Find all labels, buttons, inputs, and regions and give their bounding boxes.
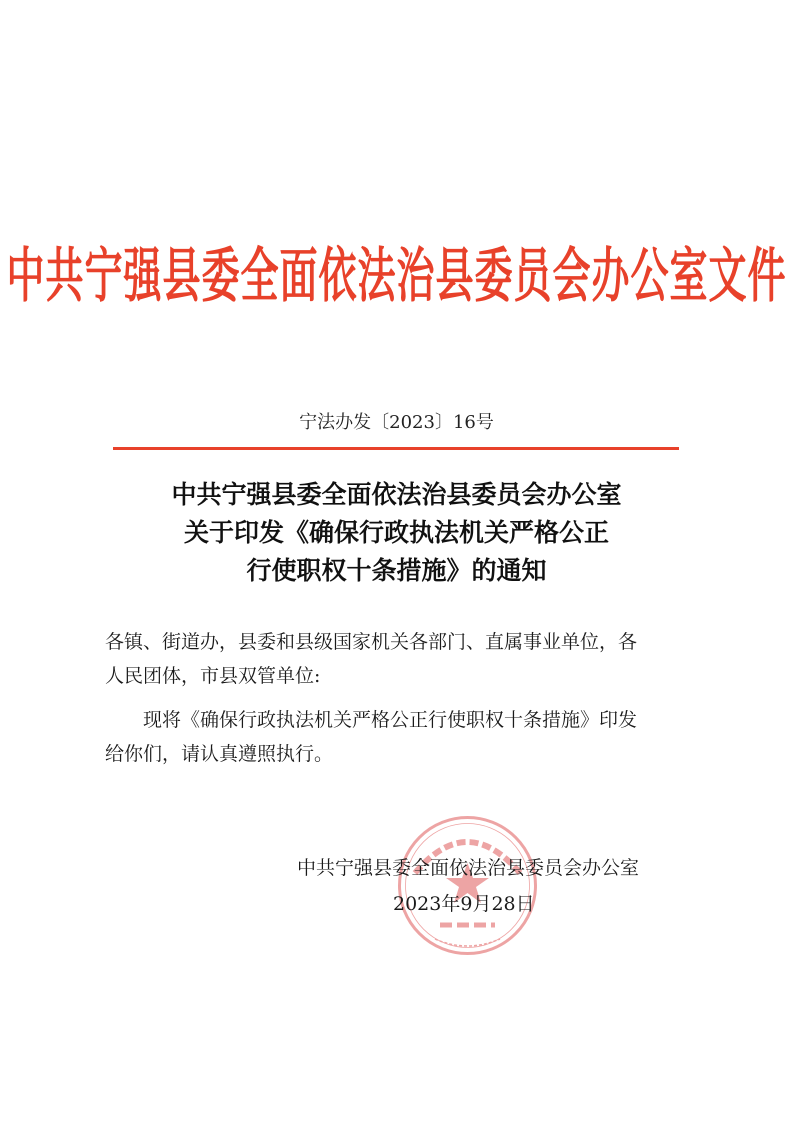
notice-title — [0, 476, 793, 590]
notice-title-line-2: 关于印发《确保行政执法机关严格公正 — [183, 518, 609, 547]
notice-title-line-3: 行使职权十条措施》的通知 — [246, 556, 547, 585]
document-number: 宁法办发〔2023〕16号 — [299, 412, 494, 433]
issuer-signature: 中共宁强县委全面依法治县委员会办公室 — [297, 857, 640, 879]
issue-date: 2023年9月28日 — [393, 893, 535, 915]
notice-title-line-1: 中共宁强县委全面依法治县委员会办公室 — [171, 480, 622, 509]
red-divider-rule — [113, 447, 679, 450]
document-masthead: 中共宁强县委全面依法治县委员会办公室文件 — [6, 241, 787, 311]
addressees-line-1: 各镇、街道办，县委和县级国家机关各部门、直属事业单位，各 — [105, 631, 638, 653]
official-seal-stamp-icon — [395, 813, 540, 958]
body-paragraph-line-2: 给你们，请认真遵照执行。 — [105, 743, 334, 765]
addressees-line-2: 人民团体，市县双管单位: — [105, 665, 321, 687]
body-paragraph-line-1: 现将《确保行政执法机关严格公正行使职权十条措施》印发 — [143, 709, 638, 731]
